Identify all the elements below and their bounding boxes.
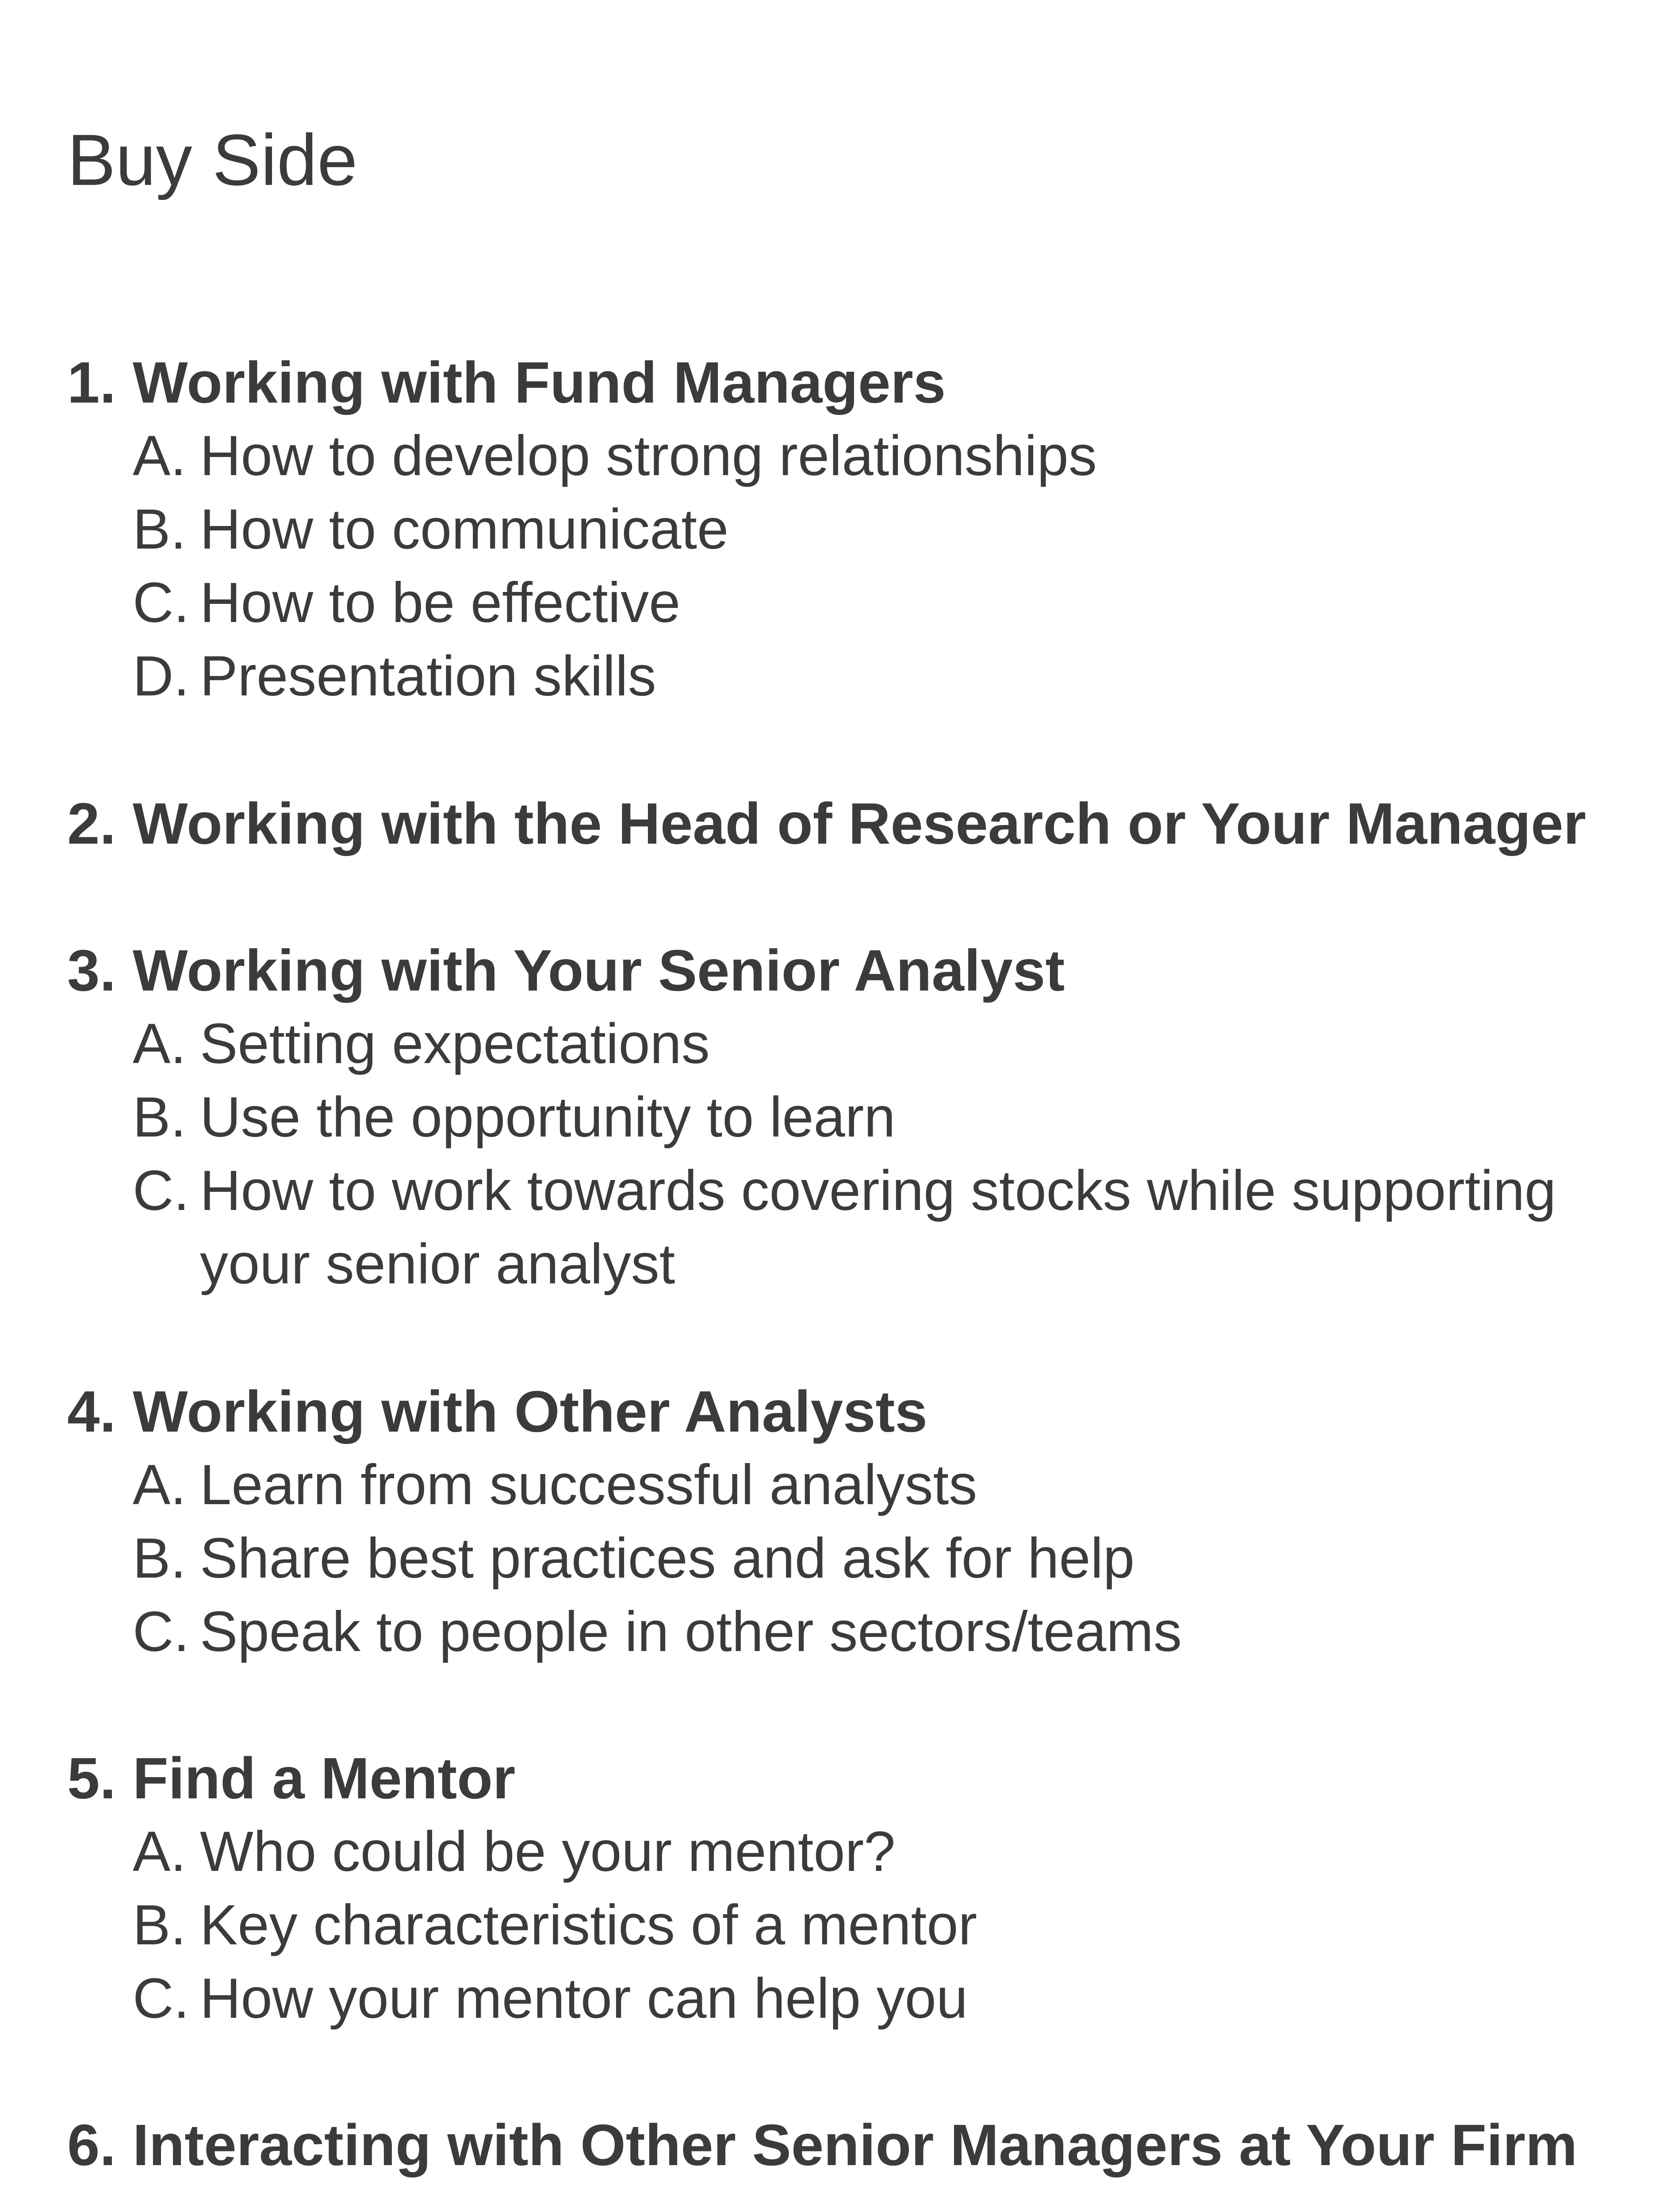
- item-letter: C.: [133, 1159, 189, 1222]
- item-text: Setting expectations: [200, 1012, 710, 1075]
- item-text: How your mentor can help you: [200, 1967, 968, 2030]
- item-text: How to be effective: [200, 571, 681, 634]
- list-item: [67, 419, 1642, 493]
- section-title: Find a Mentor: [133, 1746, 516, 1811]
- section-heading: [67, 934, 1642, 1007]
- item-text: Presentation skills: [200, 645, 656, 708]
- section-number: 3.: [67, 938, 116, 1003]
- subitem-list: [67, 1815, 1642, 2035]
- item-text: Learn from successful analysts: [200, 1453, 977, 1517]
- item-letter: C.: [133, 571, 189, 634]
- item-letter: B.: [133, 1893, 186, 1957]
- item-text: Speak to people in other sectors/teams: [200, 1600, 1182, 1663]
- item-letter: B.: [133, 1527, 186, 1590]
- outline-section-2: [67, 787, 1642, 860]
- list-item: [67, 1522, 1642, 1595]
- list-item: [67, 566, 1642, 640]
- list-item: [67, 1595, 1642, 1669]
- list-item: [67, 1448, 1642, 1522]
- section-number: 1.: [67, 350, 116, 415]
- list-item: [67, 640, 1642, 713]
- outline-section-4: [67, 1375, 1642, 1669]
- list-item: [67, 1081, 1642, 1154]
- item-text: How to develop strong relationships: [200, 424, 1097, 488]
- item-letter: B.: [133, 498, 186, 561]
- section-heading: [67, 787, 1642, 860]
- item-letter: C.: [133, 1600, 189, 1663]
- outline-section-6: [67, 2108, 1642, 2182]
- item-text: Use the opportunity to learn: [200, 1086, 896, 1149]
- list-item: [67, 1889, 1642, 1962]
- item-letter: A.: [133, 1012, 186, 1075]
- section-title: Interacting with Other Senior Managers at Your Firm: [133, 2112, 1578, 2177]
- item-letter: A.: [133, 1820, 186, 1883]
- list-item: [67, 1815, 1642, 1889]
- section-heading: [67, 2108, 1642, 2182]
- section-title: Working with Other Analysts: [133, 1379, 927, 1444]
- list-item: [67, 1154, 1642, 1301]
- subitem-list: [67, 419, 1642, 713]
- section-heading: [67, 1375, 1642, 1448]
- section-number: 4.: [67, 1379, 116, 1444]
- item-text: Key characteristics of a mentor: [200, 1893, 977, 1957]
- item-text: How to communicate: [200, 498, 729, 561]
- list-item: [67, 493, 1642, 566]
- item-letter: C.: [133, 1967, 189, 2030]
- list-item: [67, 1962, 1642, 2035]
- outline-section-5: [67, 1742, 1642, 2035]
- section-number: 2.: [67, 791, 116, 856]
- outline-section-1: [67, 346, 1642, 713]
- list-item: [67, 1007, 1642, 1081]
- subitem-list: [67, 1007, 1642, 1301]
- item-letter: D.: [133, 645, 189, 708]
- item-text: Share best practices and ask for help: [200, 1527, 1135, 1590]
- item-letter: B.: [133, 1086, 186, 1149]
- section-title: Working with Your Senior Analyst: [133, 938, 1065, 1003]
- section-number: 6.: [67, 2112, 116, 2177]
- section-title: Working with Fund Managers: [133, 350, 946, 415]
- item-text: Who could be your mentor?: [200, 1820, 896, 1883]
- outline-section-3: [67, 934, 1642, 1301]
- section-title: Working with the Head of Research or Your Manager: [133, 791, 1586, 856]
- section-number: 5.: [67, 1746, 116, 1811]
- item-letter: A.: [133, 424, 186, 488]
- section-heading: [67, 1742, 1642, 1815]
- subitem-list: [67, 1448, 1642, 1669]
- item-text: How to work towards covering stocks while supporting your senior analyst: [200, 1159, 1556, 1296]
- section-heading: [67, 346, 1642, 419]
- page-title: Buy Side: [67, 119, 358, 200]
- item-letter: A.: [133, 1453, 186, 1517]
